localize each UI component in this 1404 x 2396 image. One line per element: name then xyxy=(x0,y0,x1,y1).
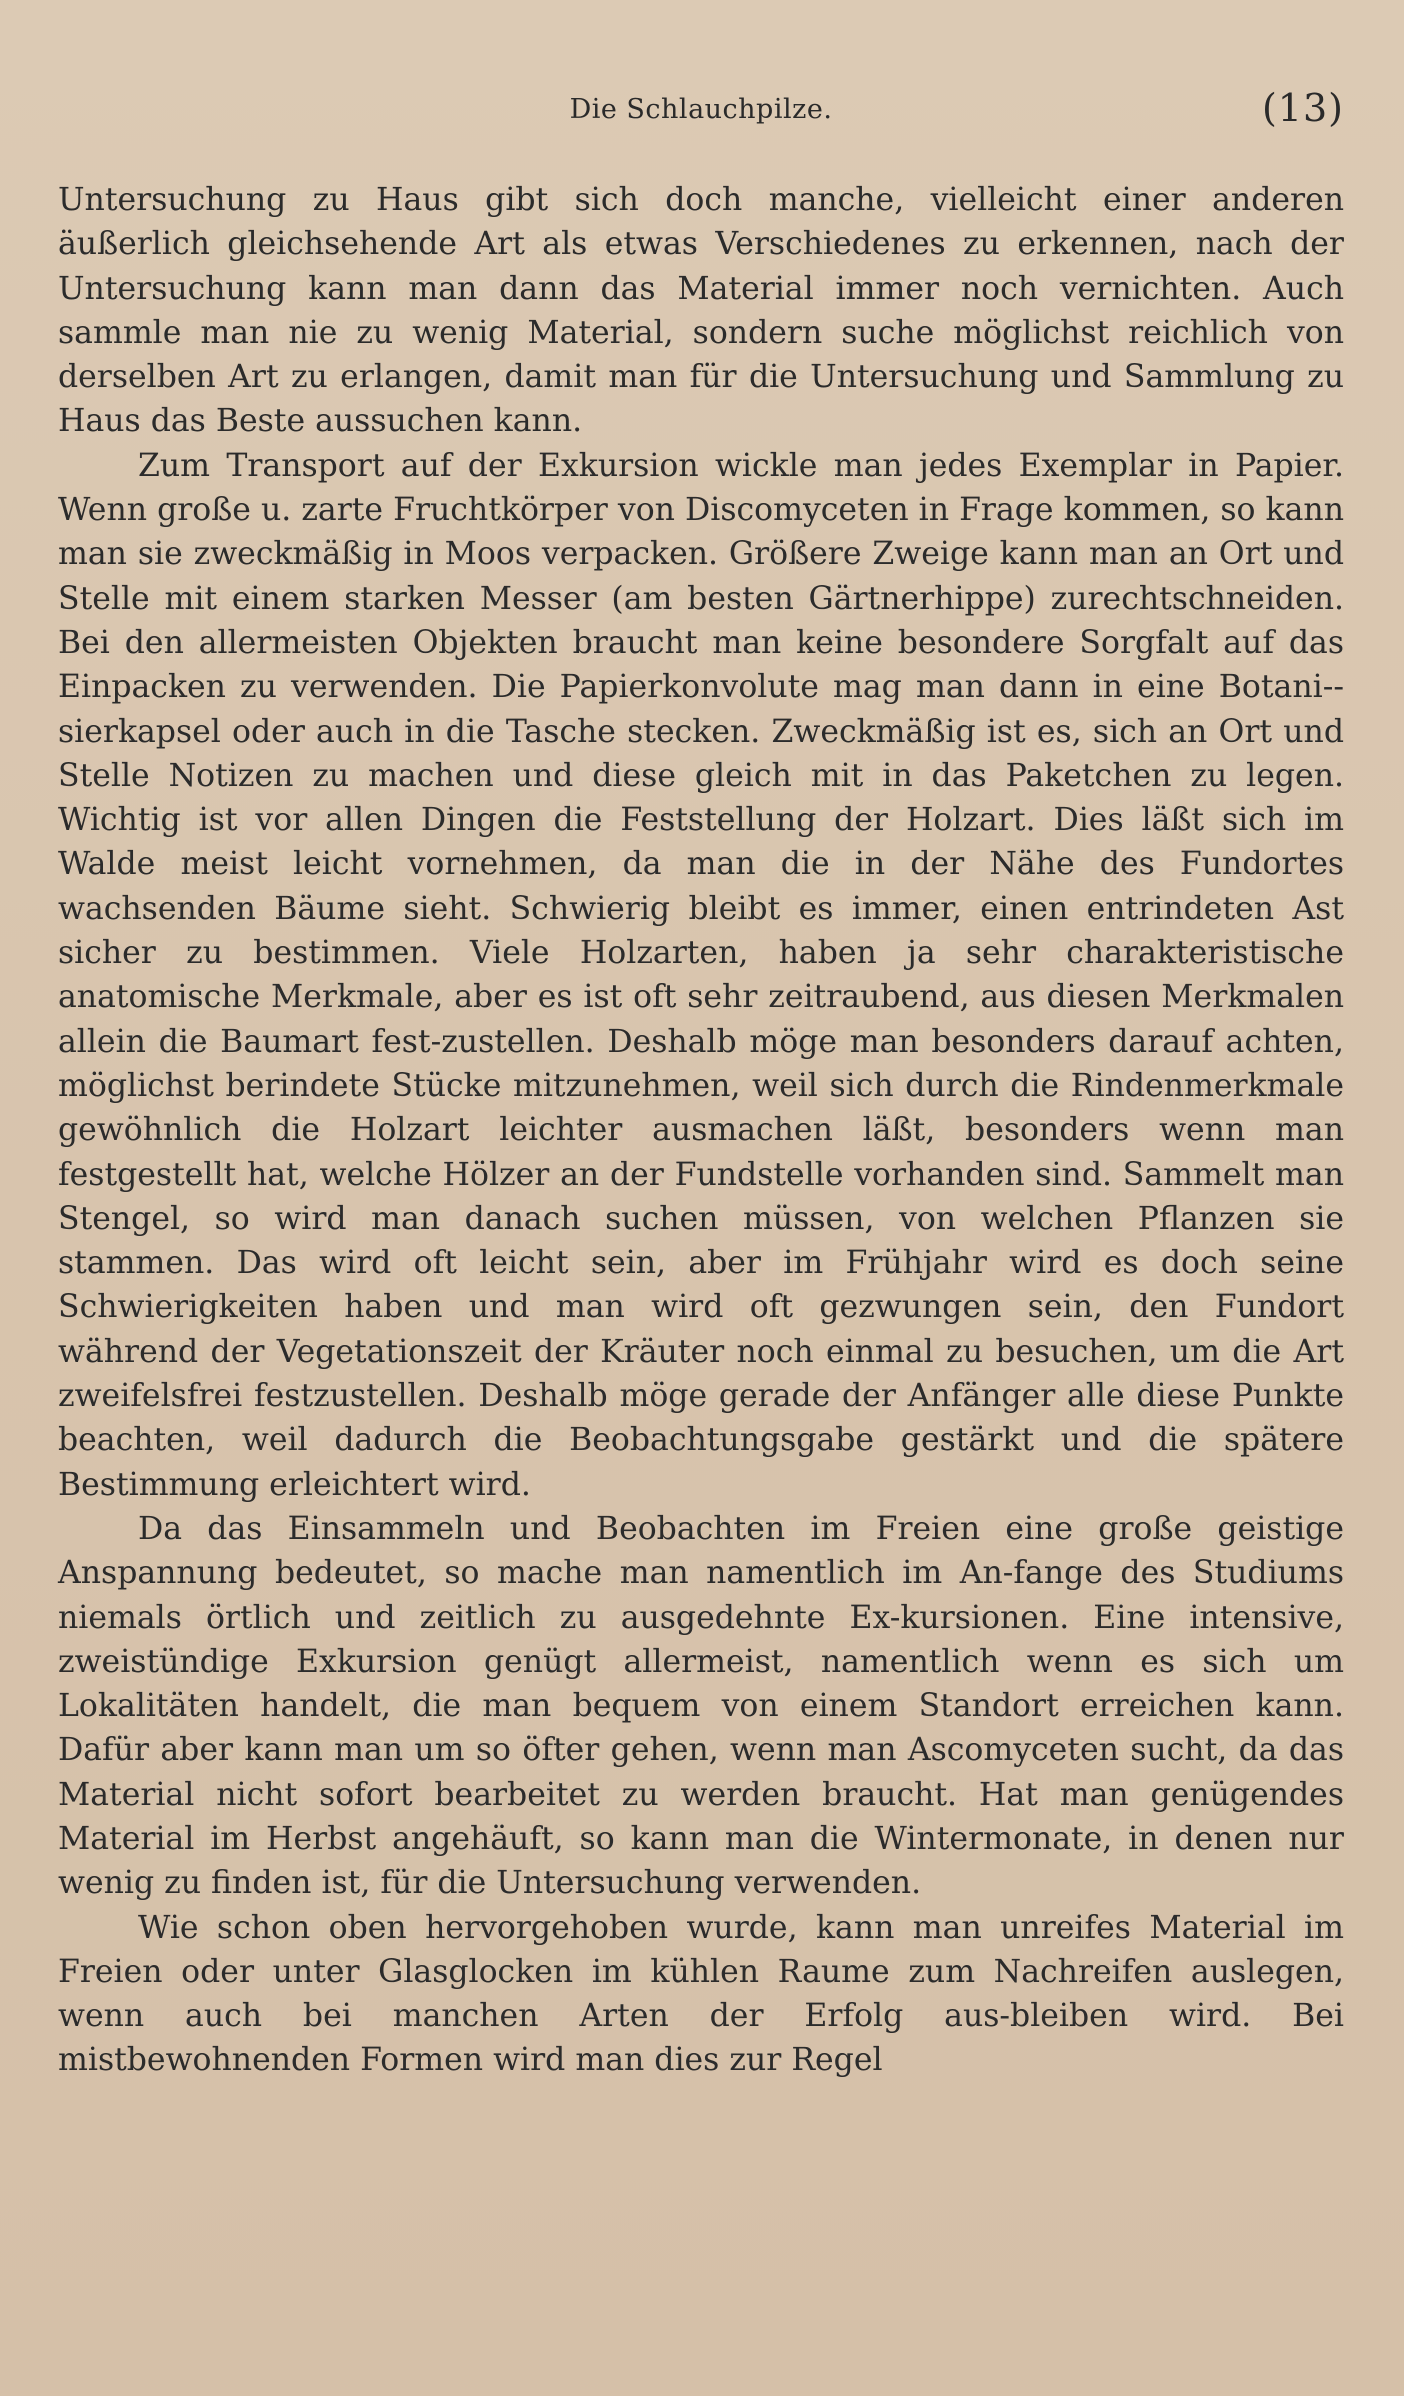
paragraph-2: Zum Transport auf der Exkursion wickle man jedes Exemplar in Papier. Wenn große u. zarte Fruchtkörper von Discomyceten in Frage kommen, so kann man sie zweckmäßig in Moos verpacken. Größere Zweige kann man an Ort und Stelle mit einem starken Messer (am besten Gärtnerhippe) zurechtschneiden. Bei den allermeisten Objekten braucht man keine besondere Sorgfalt auf das Einpacken zu verwenden. Die Papierkonvolute mag man dann in eine Botani-sierkapsel oder auch in die Tasche stecken. Zweckmäßig ist es, sich an Ort und Stelle Notizen zu machen und diese gleich mit in das Paketchen zu legen. Wichtig ist vor allen Dingen die Feststellung der Holzart. Dies läßt sich im Walde meist leicht vornehmen, da man die in der Nähe des Fundortes wachsenden Bäume sieht. Schwierig bleibt es immer, einen entrindeten Ast sicher zu bestimmen. Viele Holzarten, haben ja sehr charakteristische anatomische Merkmale, aber es ist oft sehr zeitraubend, aus diesen Merkmalen allein die Baumart fest-zustellen. Deshalb möge man besonders darauf achten, möglichst berindete Stücke mitzunehmen, weil sich durch die Rindenmerkmale gewöhnlich die Holzart leichter ausmachen läßt, besonders wenn man festgestellt hat, welche Hölzer an der Fundstelle vorhanden sind. Sammelt man Stengel, so wird man danach suchen müssen, von welchen Pflanzen sie stammen. Das wird oft leicht sein, aber im Frühjahr wird es doch seine Schwierigkeiten haben und man wird oft gezwungen sein, den Fundort während der Vegetationszeit der Kräuter noch einmal zu besuchen, um die Art zweifelsfrei festzustellen. Deshalb möge gerade der Anfänger alle diese Punkte beachten, weil dadurch die Beobachtungsgabe gestärkt und die spätere Bestimmung erleichtert wird. xyxy=(58,447,1344,1503)
body-text xyxy=(58,178,1344,2083)
paragraph-4: Wie schon oben hervorgehoben wurde, kann man unreifes Material im Freien oder unter Glasglocken im kühlen Raume zum Nachreifen auslegen, wenn auch bei manchen Arten der Erfolg aus-bleiben wird. Bei mistbewohnenden Formen wird man dies zur Regel xyxy=(58,1909,1344,2079)
paragraph-3: Da das Einsammeln und Beobachten im Freien eine große geistige Anspannung bedeutet, so mache man namentlich im An-fange des Studiums niemals örtlich und zeitlich zu ausgedehnte Ex-kursionen. Eine intensive, zweistündige Exkursion genügt allermeist, namentlich wenn es sich um Lokalitäten handelt, die man bequem von einem Standort erreichen kann. Dafür aber kann man um so öfter gehen, wenn man Ascomyceten sucht, da das Material nicht sofort bearbeitet zu werden braucht. Hat man genügendes Material im Herbst angehäuft, so kann man die Wintermonate, in denen nur wenig zu finden ist, für die Untersuchung verwenden. xyxy=(58,1510,1344,1902)
running-title: Die Schlauchpilze. xyxy=(569,94,833,125)
page-number: (13) xyxy=(1261,86,1344,130)
page-header xyxy=(58,86,1344,146)
paragraph-1: Untersuchung zu Haus gibt sich doch manche, vielleicht einer anderen äußerlich gleichsehende Art als etwas Verschiedenes zu erkennen, nach der Untersuchung kann man dann das Material immer noch vernichten. Auch sammle man nie zu wenig Material, sondern suche möglichst reichlich von derselben Art zu erlangen, damit man für die Untersuchung und Sammlung zu Haus das Beste aussuchen kann. xyxy=(58,182,1344,440)
